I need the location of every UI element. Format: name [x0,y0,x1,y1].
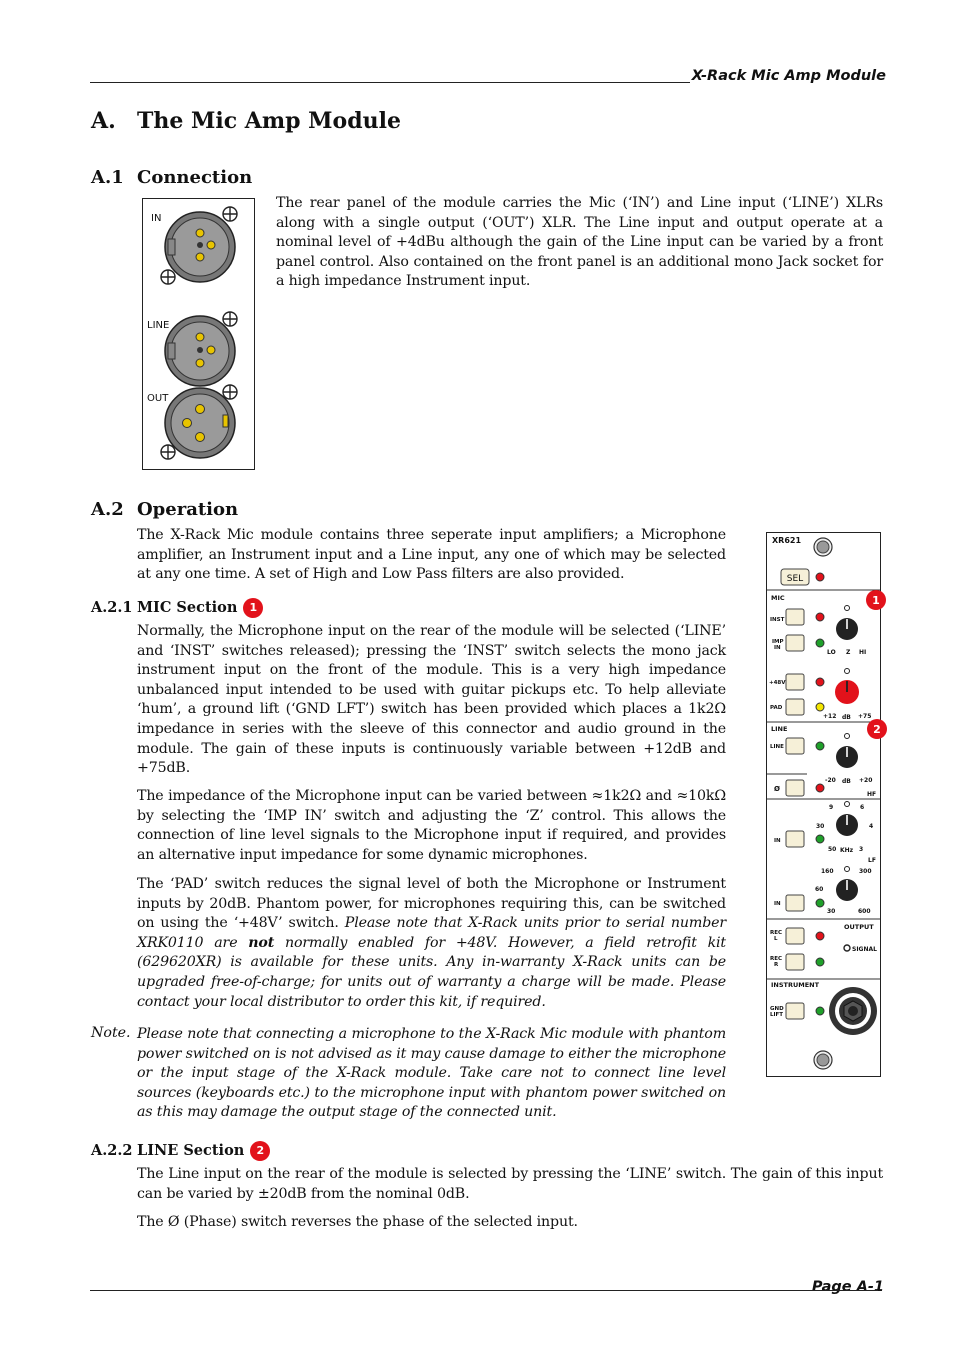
section-a2-title: Operation [137,499,239,520]
fp-hf-50: 50 [828,846,837,853]
fp-hf-khz: KHz [840,847,854,854]
fp-lf-300: 300 [859,868,872,875]
front-panel-callouts-1 [865,589,891,613]
xlr-in-connector-icon [165,212,235,282]
fp-lf: LF [868,857,876,864]
screw-icon [223,312,237,326]
p3-italic-a: Please note that X-Rack units prior to serial number XRK0110 are [137,915,726,951]
phase-switch [786,780,804,796]
sel-led [816,573,824,581]
dot [845,669,850,674]
section-a1-number: A.1 [91,167,124,188]
lf-led [816,899,824,907]
rec-r-switch [786,954,804,970]
z-knob-icon [836,618,858,640]
fp-rec-l-1: REC [770,930,783,936]
footer-rule [90,1290,878,1291]
fp-imp-in: IN [774,645,781,651]
front-panel-drawing [767,533,880,1076]
imp-led [816,639,824,647]
section-a1-paragraph: The rear panel of the module carries the Mic (‘IN’) and Line input (‘LINE’) XLRs along with a single output (‘OUT’) XLR. The Line input and output operate at a nominal level of +4dBu although the gain of the Line input can be varied by a front panel control. Also contained on the front panel is an additional mono Jack socket for a high impedance Instrument input. [276,195,883,290]
title-text: The Mic Amp Module [137,108,401,134]
line-switch [786,738,804,754]
imp-in-switch [786,635,804,651]
note-label: Note. [91,1025,131,1041]
fp-hf-in: IN [774,838,781,844]
p3-normal: The ‘PAD’ switch reduces the signal level of both the Microphone or Instrument inputs by 20dB. Phantom power, for microphones requiring this, can be switched on using the ‘+48V’ switch. [137,876,726,932]
rear-panel-figure [142,198,255,470]
fp-hf-4: 4 [869,823,874,830]
fp-lf-in: IN [774,901,781,907]
fp-hf-9: 9 [829,804,834,811]
running-head: X-Rack Mic Amp Module [691,68,886,84]
fp-line-min: -20 [825,777,836,784]
instrument-jack-icon [829,987,877,1035]
gnd-lift-switch [786,1003,804,1019]
section-a22-heading [91,1141,270,1161]
fp-lf-30: 30 [827,908,836,915]
dot [845,802,850,807]
front-panel-figure [766,532,881,1077]
screw-icon [161,445,175,459]
dot [845,867,850,872]
signal-led-icon [844,945,850,951]
fp-48v: +48V [769,680,786,686]
inst-switch [786,609,804,625]
fp-phase: Ø [774,785,780,793]
fp-rec-r-1: REC [770,956,783,962]
fp-mic: MIC [771,594,785,602]
section-a21-title: MIC Section [137,599,238,616]
gnd-lift-led [816,1007,824,1015]
title-number: A. [91,108,116,134]
page-number: Page A-1 [811,1279,884,1295]
p3-italic-b: normally enabled for +48V. However, a field retrofit kit (629620XR) is available for these units. Any in-warranty X-Rack units can be upgraded free-of-charge; for units out of warranty a charge will be made. Please contact your local distributor to order this kit, if required. [137,934,726,1010]
fp-sel: SEL [786,574,804,584]
fp-gain-min: +12 [823,713,837,720]
inst-led [816,613,824,621]
fp-imp: IMP [772,639,784,645]
callout-1-text: 1 [872,594,880,607]
fp-z: Z [846,649,851,656]
fp-model: XR621 [772,536,802,545]
lf-knob-icon [836,879,858,901]
fp-output: OUTPUT [844,923,874,931]
fp-inst: INST [770,617,785,623]
hf-led [816,835,824,843]
rear-label-out: OUT [147,393,169,404]
rear-panel-drawing [143,199,254,469]
callout-badge-2: 2 [250,1141,270,1161]
fp-lift: LIFT [770,1012,784,1018]
fp-hf-3: 3 [859,846,864,853]
section-a21-p2: The impedance of the Microphone input can be varied between ≈1k2Ω and ≈10kΩ by selecting the ‘IMP IN’ switch and adjusting the ‘Z’ control. This allows the connection of line level signals to the Microphone input if required, and provides an alternative input impedance for some dynamic microphones. [137,788,726,863]
fp-hi: HI [859,649,867,656]
mounting-screw-icon [814,538,832,556]
hf-knob-icon [836,814,858,836]
line-gain-knob-icon [836,746,858,768]
callout-2-text: 2 [873,723,881,736]
section-a21-heading [91,598,263,618]
phantom-led [816,678,824,686]
rec-l-led [816,932,824,940]
fp-line-sw: LINE [770,744,784,750]
fp-rec-l-2: L [774,936,778,942]
line-led [816,742,824,750]
lf-in-switch [786,895,804,911]
fp-gain-max: +75 [858,713,872,720]
header-rule [90,82,690,83]
fp-line-max: +20 [859,777,873,784]
section-a2-heading [91,499,238,520]
section-a1-title: Connection [137,167,253,188]
fp-pad: PAD [770,705,783,711]
pad-switch [786,699,804,715]
page-title [91,108,401,134]
phantom-48v-switch [786,674,804,690]
mounting-screw-icon [814,1051,832,1069]
rec-r-led [816,958,824,966]
fp-gnd: GND [770,1006,784,1012]
screw-icon [223,207,237,221]
xlr-out-connector-icon [165,388,235,458]
pad-led [816,703,824,711]
note-text: Please note that connecting a microphone to the X-Rack Mic module with phantom power switched on is not advised as it may cause damage to either the microphone or the input stage of the X-Rack module. Take care not to connect line level sources (keyboards etc.) to the microphone input with phantom power switched on as this may damage the output stage of the connected unit. [137,1026,726,1121]
callout-badge-1: 1 [243,598,263,618]
fp-hf-6: 6 [860,804,865,811]
fp-rec-r-2: R [774,962,779,968]
section-a2-number: A.2 [91,499,124,520]
section-a22-number: A.2.2 [91,1142,133,1159]
rear-label-line: LINE [147,320,170,331]
fp-hf-30: 30 [816,823,825,830]
fp-lf-600: 600 [858,908,871,915]
section-a21-p1: Normally, the Microphone input on the rear of the module will be selected (‘LINE’ and ‘INST’ switches released); pressing the ‘INST’ switch selects the mono jack instrument input on the front of the module. This is a very high impedance unbalanced input intended to be used with guitar pickups etc. To help alleviate ‘hum’, a ground lift (‘GND LFT’) switch has been provided which places a 1k2Ω impedance in series with the sleeve of this connector and audio ground in the module. The gain of these inputs is continuously variable between +12dB and +75dB. [137,623,726,777]
fp-hf: HF [867,791,877,798]
mic-gain-knob-icon [835,680,859,704]
fp-lf-160: 160 [821,868,834,875]
xlr-line-connector-icon [165,316,235,386]
section-a22-title: LINE Section [137,1142,245,1159]
fp-lo: LO [827,649,836,656]
dot [845,606,850,611]
fp-line: LINE [771,725,788,733]
p3-bold: not [248,934,275,951]
rec-l-switch [786,928,804,944]
fp-lf-60: 60 [815,886,824,893]
section-a22-p2: The Ø (Phase) switch reverses the phase of the selected input. [137,1214,578,1230]
dot [845,734,850,739]
screw-icon [223,385,237,399]
fp-gain-db: dB [842,714,851,721]
fp-instrument: INSTRUMENT [771,981,820,989]
section-a22-p1: The Line input on the rear of the module is selected by pressing the ‘LINE’ switch. The gain of this input can be varied by ±20dB from the nominal 0dB. [137,1166,883,1202]
front-panel-callouts-2 [866,718,892,742]
section-a21-p3 [137,875,726,1012]
screw-icon [161,270,175,284]
section-a2-intro: The X-Rack Mic module contains three seperate input amplifiers; a Microphone amplifier, an Instrument input and a Line input, any one of which may be selected at any one time. A set of High and Low Pass filters are also provided. [137,527,726,583]
hf-in-switch [786,831,804,847]
fp-line-db: dB [842,778,851,785]
fp-signal: SIGNAL [852,946,877,953]
section-a21-number: A.2.1 [91,599,133,616]
rear-label-in: IN [151,213,162,224]
section-a1-heading [91,167,252,188]
phase-led [816,784,824,792]
